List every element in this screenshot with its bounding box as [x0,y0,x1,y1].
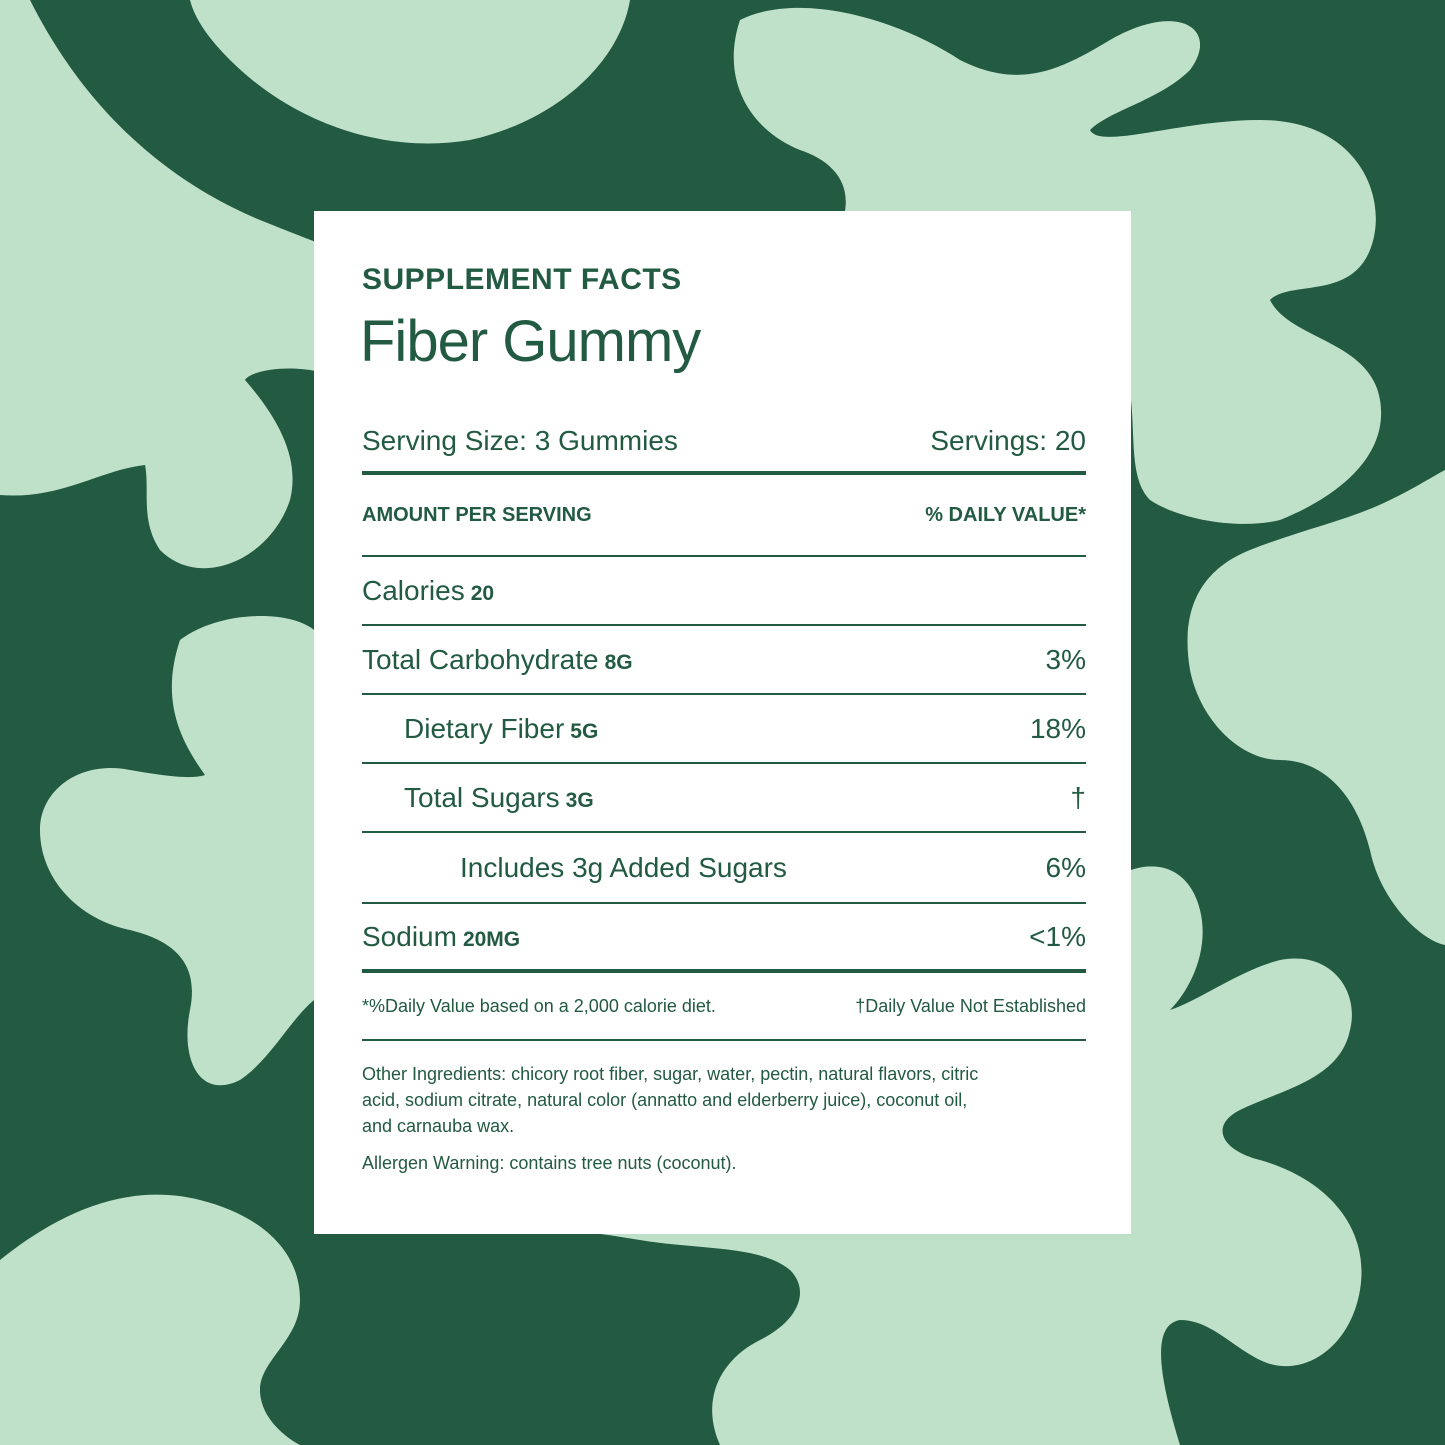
nutrient-dv: 3% [1045,643,1086,675]
nutrient-name: Includes 3g Added Sugars [460,851,787,883]
nutrient-amount: 3G [565,788,594,812]
blob-top-center [190,0,630,143]
nutrient-dv: 6% [1045,851,1086,883]
nutrient-row-fiber [362,695,1086,764]
blob-right [1188,470,1445,945]
allergen-warning: Allergen Warning: contains tree nuts (coconut). [362,1153,737,1173]
column-header-row [362,475,1086,557]
servings-count: Servings: 20 [930,425,1086,456]
nutrient-name: Calories [362,574,465,606]
nutrient-amount: 8G [604,650,633,674]
nutrient-dv: † [1070,781,1086,813]
supplement-facts-card [314,211,1131,1234]
nutrient-dv: 18% [1029,712,1086,744]
nutrient-name: Sodium [362,920,457,952]
nutrient-name: Total Sugars [404,781,560,813]
serving-size: Serving Size: 3 Gummies [362,425,678,456]
nutrient-amount: 20 [470,581,495,605]
nutrient-amount: 5G [570,719,599,743]
facts-table [362,421,1086,1041]
nutrient-amount: 20MG [462,927,521,951]
blob-left-middle [40,616,314,1085]
serving-row [362,421,1086,475]
product-title: Fiber Gummy [360,309,701,374]
dv-header: % DAILY VALUE* [925,503,1086,526]
nutrient-row-sugars [362,764,1086,833]
footnotes-row [362,973,1086,1041]
nutrient-row-sodium [362,904,1086,973]
nutrient-row-added-sugars [362,833,1086,904]
amount-header: AMOUNT PER SERVING [362,503,592,526]
blob-bottom-corner [1208,1281,1272,1340]
label-heading: SUPPLEMENT FACTS [362,263,682,296]
nutrient-row-carbohydrate [362,626,1086,695]
nutrient-row-calories [362,557,1086,626]
nutrient-dv: <1% [1029,920,1086,952]
footnote-daily-value: *%Daily Value based on a 2,000 calorie diet. [362,995,716,1016]
nutrient-name: Total Carbohydrate [362,643,599,675]
nutrient-name: Dietary Fiber [404,712,565,744]
other-ingredients: Other Ingredients: chicory root fiber, sugar, water, pectin, natural flavors, citric acid, sodium citrate, natural color (annatto and elderberry juice), coconut oil, and carnauba wax. [362,1064,979,1136]
footnote-dagger: †Daily Value Not Established [855,995,1086,1016]
blob-bottom-left [0,1195,300,1445]
